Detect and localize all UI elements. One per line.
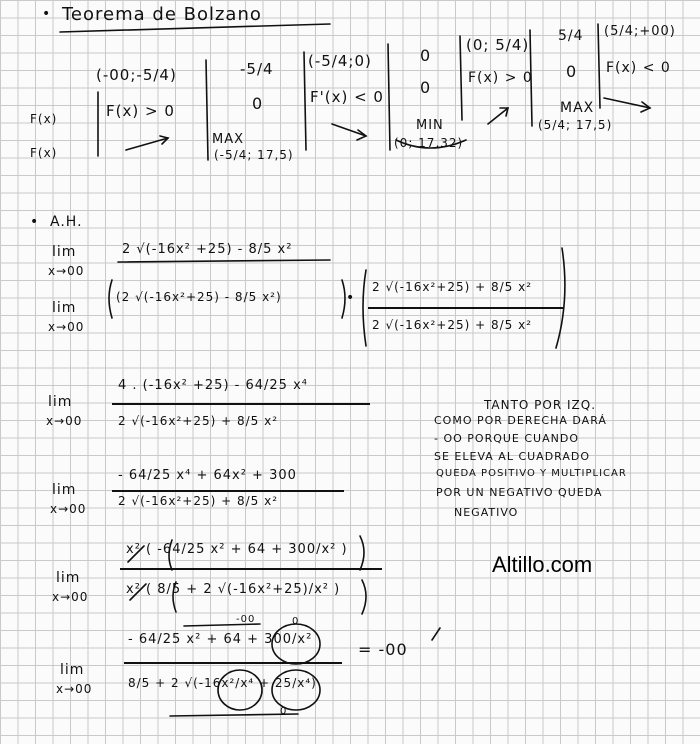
sign-7: F(x) < 0 bbox=[606, 60, 671, 76]
interval-5: (0; 5/4) bbox=[466, 36, 530, 54]
lim-under: x→00 bbox=[52, 590, 89, 604]
title-underline bbox=[60, 24, 330, 32]
note-line: - OO PORQUE CUANDO bbox=[434, 432, 579, 445]
sign-1: F(x) > 0 bbox=[106, 102, 175, 120]
value-zero-1: 0 bbox=[252, 94, 264, 113]
cancel-mark bbox=[128, 546, 144, 562]
interval-1: (-00;-5/4) bbox=[96, 66, 177, 84]
point-zero: 0 bbox=[420, 46, 432, 65]
step4-num: - 64/25 x⁴ + 64x² + 300 bbox=[118, 468, 297, 483]
sign-3: F'(x) < 0 bbox=[310, 88, 384, 106]
lim-label: lim bbox=[52, 482, 77, 498]
lim-under: x→00 bbox=[50, 502, 87, 516]
step5-den: x² ( 8/5 + 2 √(-16x²+25)/x² ) bbox=[126, 582, 341, 597]
table-divider bbox=[530, 30, 532, 126]
bullet-dot-2: • bbox=[30, 214, 40, 230]
value-zero-3: 0 bbox=[566, 62, 578, 81]
lim-label: lim bbox=[60, 662, 85, 678]
step2-den: 2 √(-16x²+25) + 8/5 x² bbox=[372, 318, 533, 332]
point-neg-5-4: -5/4 bbox=[240, 60, 274, 78]
step1-expr: 2 √(-16x² +25) - 8/5 x² bbox=[122, 242, 293, 257]
lim-under: x→00 bbox=[46, 414, 83, 428]
lim-under: x→00 bbox=[48, 320, 85, 334]
lim-label: lim bbox=[56, 570, 81, 586]
table-divider bbox=[304, 52, 306, 150]
interval-3: (-5/4;0) bbox=[308, 52, 372, 70]
step5-num: x² ( -64/25 x² + 64 + 300/x² ) bbox=[126, 542, 348, 557]
lim-under: x→00 bbox=[56, 682, 93, 696]
extremum-max-2: MAX bbox=[560, 100, 595, 116]
extremum-min: MIN bbox=[416, 118, 444, 133]
table-divider bbox=[206, 60, 208, 160]
multiply-dot: • bbox=[346, 290, 356, 306]
point-5-4: 5/4 bbox=[558, 28, 584, 44]
value-zero-2: 0 bbox=[420, 78, 432, 97]
min-underline bbox=[396, 140, 466, 148]
note-line: TANTO POR IZQ. bbox=[484, 398, 597, 412]
note-line: COMO POR DERECHA DARÁ bbox=[434, 414, 607, 427]
step3-num: 4 . (-16x² +25) - 64/25 x⁴ bbox=[118, 378, 308, 393]
limit-mark-zero: 0 bbox=[292, 616, 300, 627]
lim-label: lim bbox=[52, 244, 77, 260]
table-divider bbox=[460, 36, 462, 120]
limit-mark: -00 bbox=[236, 614, 256, 625]
step2-left: (2 √(-16x²+25) - 8/5 x²) bbox=[116, 290, 282, 304]
section-label: A.H. bbox=[50, 214, 83, 230]
arrow-up-icon bbox=[488, 108, 508, 124]
lim-label: lim bbox=[52, 300, 77, 316]
note-line: QUEDA POSITIVO Y MULTIPLICAR bbox=[436, 468, 627, 479]
step6-den: 8/5 + 2 √(-16x²/x⁴ + 25/x⁴) bbox=[128, 676, 317, 690]
extremum-max-1: MAX bbox=[212, 132, 245, 147]
row-label-fx-2: F(x) bbox=[30, 146, 58, 160]
bullet-dot: • bbox=[42, 6, 52, 22]
limit-result: = -00 bbox=[358, 640, 408, 659]
note-line: NEGATIVO bbox=[454, 506, 519, 519]
row-label-fx: F(x) bbox=[30, 112, 58, 126]
coords-min: (0; 17,32) bbox=[394, 136, 464, 150]
page-title: Teorema de Bolzano bbox=[62, 4, 262, 25]
lim-label: lim bbox=[48, 394, 73, 410]
arrow-down-icon bbox=[332, 124, 366, 136]
note-line: SE ELEVA AL CUADRADO bbox=[434, 450, 591, 463]
step3-den: 2 √(-16x²+25) + 8/5 x² bbox=[118, 414, 279, 428]
cancel-mark bbox=[130, 584, 146, 600]
circle-mark bbox=[272, 624, 320, 664]
step2-num: 2 √(-16x²+25) + 8/5 x² bbox=[372, 280, 533, 294]
limit-mark-zero-2: 0 bbox=[280, 706, 288, 717]
lim-under: x→00 bbox=[48, 264, 85, 278]
step6-num: - 64/25 x² + 64 + 300/x² bbox=[128, 632, 313, 647]
interval-7: (5/4;+00) bbox=[604, 24, 676, 39]
sign-5: F(x) > 0 bbox=[468, 70, 533, 86]
coords-max-1: (-5/4; 17,5) bbox=[214, 148, 294, 162]
watermark: Altillo.com bbox=[492, 552, 593, 577]
note-line: POR UN NEGATIVO QUEDA bbox=[436, 486, 603, 499]
coords-max-2: (5/4; 17,5) bbox=[538, 118, 613, 132]
table-divider bbox=[388, 44, 390, 150]
table-divider bbox=[598, 24, 600, 108]
step4-den: 2 √(-16x²+25) + 8/5 x² bbox=[118, 494, 279, 508]
